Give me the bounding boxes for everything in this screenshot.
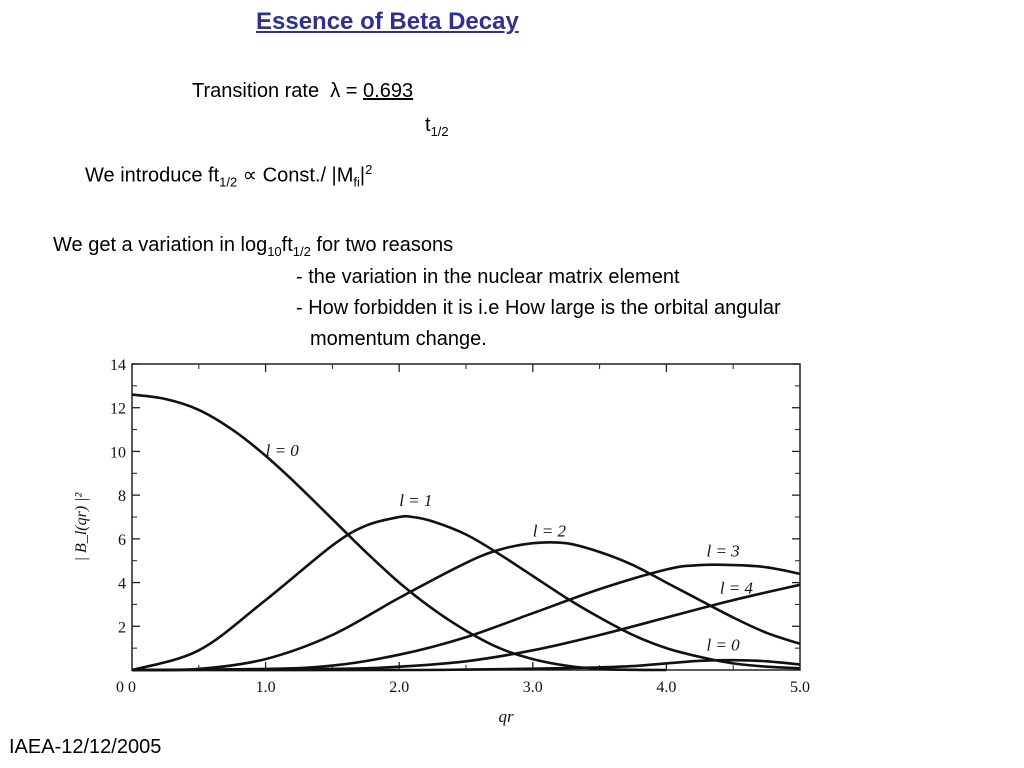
series-label-4: l = 4: [719, 578, 754, 598]
x-tick-label: 3.0: [522, 679, 543, 696]
introduce-line: [85, 162, 372, 190]
x-tick-label: 4.0: [656, 679, 677, 696]
series-label-5: l = 0: [706, 635, 740, 655]
y-tick-label: 6: [118, 531, 126, 549]
footer-date: IAEA-12/12/2005: [9, 736, 162, 758]
reason-2: - How forbidden it is i.e How large is the orbital angular: [296, 297, 781, 319]
proportional-symbol: ∝: [242, 164, 258, 187]
intro-prefix: We introduce ft: [85, 164, 220, 187]
y-tick-label: 2: [118, 619, 126, 637]
y-tick-label: 8: [118, 488, 126, 506]
series-label-0: l = 0: [265, 440, 299, 460]
x-tick-label: 0: [128, 679, 136, 696]
series-label-2: l = 2: [532, 521, 567, 541]
rate-denominator-sub: 1/2: [430, 124, 449, 139]
intro-bar: |: [359, 164, 366, 187]
y-tick-label: 4: [118, 575, 126, 593]
rate-denominator-base: t: [425, 114, 431, 136]
chart-canvas: [60, 348, 830, 733]
x-tick-label: 5.0: [790, 679, 810, 696]
series-line-0: [132, 395, 666, 670]
y-tick-label: 12: [110, 400, 126, 418]
transition-rate-label: Transition rate: [192, 80, 320, 102]
origin-label: 0: [116, 679, 124, 696]
plot-frame: [132, 364, 800, 670]
series-line-3: [132, 565, 800, 670]
rate-numerator: 0.693: [363, 80, 414, 102]
intro-sup: 2: [365, 162, 373, 177]
rate-denominator: [425, 114, 449, 139]
series-label-1: l = 1: [399, 491, 433, 511]
variation-line: [53, 234, 453, 259]
variation-sub2: 1/2: [292, 244, 311, 259]
y-tick-label: 10: [110, 444, 126, 462]
variation-suffix: for two reasons: [310, 234, 454, 256]
x-tick-label: 2.0: [389, 679, 410, 696]
bessel-chart: [60, 348, 830, 733]
x-tick-label: 1.0: [255, 679, 276, 696]
series-line-1: [132, 516, 800, 670]
series-label-3: l = 3: [706, 541, 740, 561]
y-tick-label: 14: [110, 357, 126, 374]
x-axis-label: qr: [498, 707, 514, 726]
reason-1: - the variation in the nuclear matrix element: [296, 266, 680, 288]
equals-sign: =: [345, 80, 358, 102]
intro-sub: 1/2: [219, 174, 238, 190]
intro-msub: fi: [353, 174, 360, 190]
reason-2-continued: momentum change.: [310, 328, 487, 350]
series-line-2: [132, 542, 800, 670]
transition-rate-line: [192, 80, 413, 103]
lambda-symbol: λ: [330, 80, 341, 102]
variation-prefix: We get a variation in log: [53, 234, 268, 256]
variation-sub1: 10: [267, 244, 282, 259]
intro-const: Const./ |M: [262, 164, 354, 187]
slide-title: Essence of Beta Decay: [256, 8, 519, 35]
variation-mid: ft: [281, 234, 293, 256]
y-axis-label: | B_l(qr) |²: [73, 492, 90, 562]
